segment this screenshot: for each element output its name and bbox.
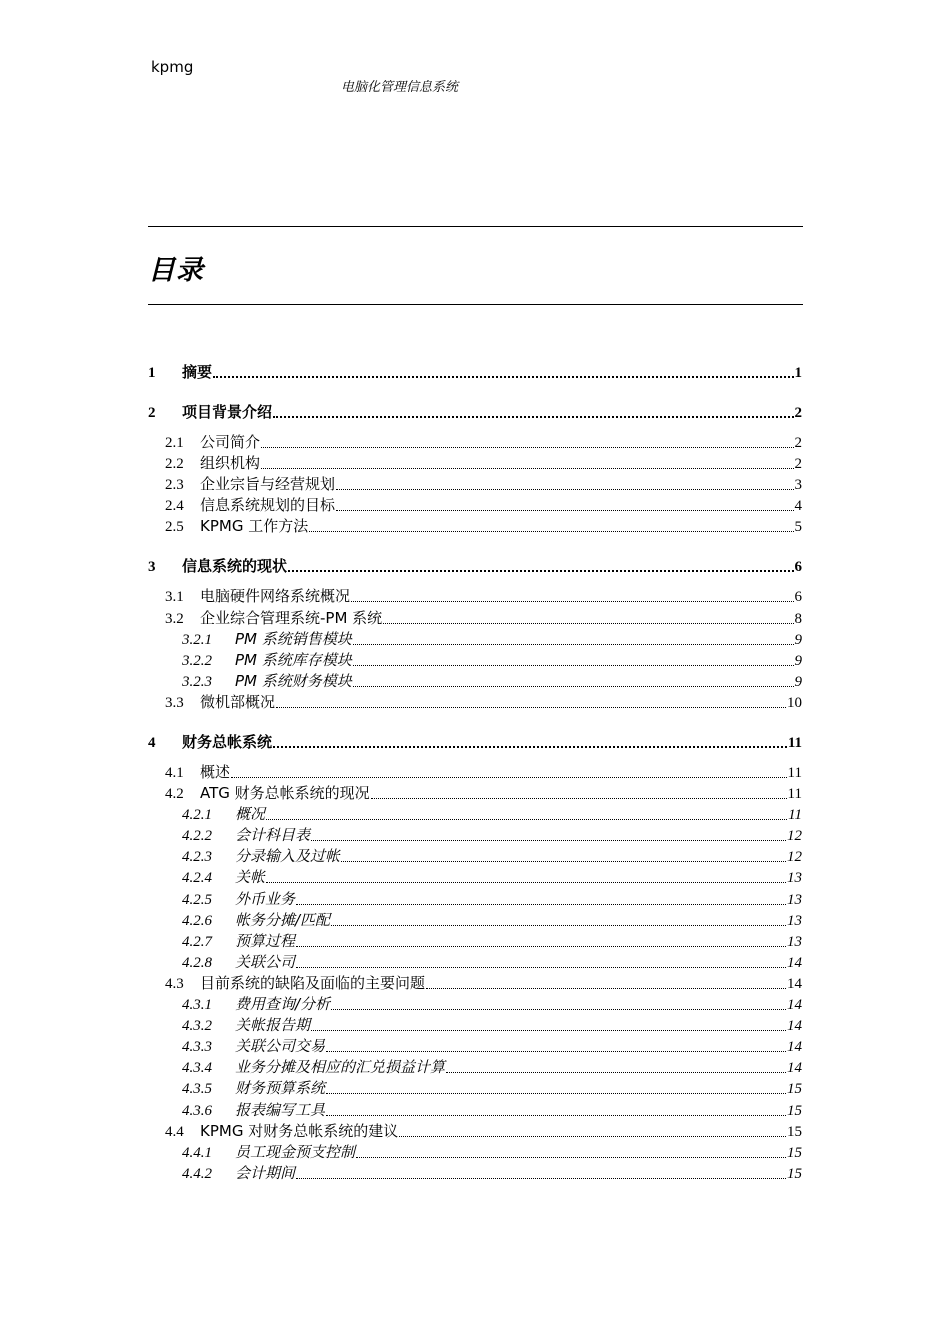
document-subtitle: 电脑化管理信息系统 xyxy=(341,80,459,95)
toc-entry-page: 13 xyxy=(787,913,802,929)
toc-entry[interactable] xyxy=(182,1078,802,1099)
toc-entry-number: 4.4.2 xyxy=(182,1166,212,1182)
toc-entry-title: 微机部概况 xyxy=(200,693,276,711)
toc-entry-number: 2.5 xyxy=(165,519,184,535)
toc-heading: 目录 xyxy=(148,255,204,286)
toc-entry-page: 13 xyxy=(787,870,802,886)
toc-entry-title: 项目背景介绍 xyxy=(182,403,273,421)
toc-entry-title: 摘要 xyxy=(182,363,213,381)
toc-entry-number: 4.2.4 xyxy=(182,870,212,886)
toc-entry-number: 2 xyxy=(148,405,156,421)
toc-entry-title: 业务分摊及相应的汇兑损益计算 xyxy=(235,1058,446,1076)
toc-entry-page: 14 xyxy=(787,1060,802,1076)
toc-dot-leader xyxy=(273,415,793,418)
toc-dot-leader xyxy=(341,860,786,862)
toc-entry-title: 企业宗旨与经营规划 xyxy=(200,475,336,493)
toc-entry-number: 4.4 xyxy=(165,1124,184,1140)
toc-entry-number: 4.2 xyxy=(165,786,184,802)
toc-entry-page: 6 xyxy=(794,589,802,605)
toc-entry[interactable] xyxy=(165,432,802,453)
toc-entry-number: 4.2.1 xyxy=(182,807,212,823)
toc-entry-number: 4.3.2 xyxy=(182,1018,212,1034)
toc-entry-page: 5 xyxy=(794,519,802,535)
toc-entry-title: 关联公司 xyxy=(235,953,296,971)
toc-entry-number: 4.3.6 xyxy=(182,1103,212,1119)
toc-dot-leader xyxy=(273,745,787,748)
toc-dot-leader xyxy=(266,818,787,820)
toc-entry-page: 15 xyxy=(787,1145,802,1161)
toc-entry-title: KPMG 工作方法 xyxy=(200,517,309,535)
toc-entry[interactable] xyxy=(182,1036,802,1057)
toc-entry-title: 目前系统的缺陷及面临的主要问题 xyxy=(200,974,426,992)
toc-entry[interactable] xyxy=(182,931,802,952)
toc-entry-page: 10 xyxy=(787,695,802,711)
toc-entry-page: 14 xyxy=(787,976,802,992)
toc-entry-title: 信息系统规划的目标 xyxy=(200,496,336,514)
toc-entry-page: 3 xyxy=(794,477,802,493)
toc-entry-title: 外币业务 xyxy=(235,890,296,908)
toc-entry-title: 费用查询/分析 xyxy=(235,995,331,1013)
toc-entry-title: 员工现金预支控制 xyxy=(235,1143,356,1161)
toc-entry[interactable] xyxy=(182,846,802,867)
toc-dot-leader xyxy=(261,446,793,448)
toc-entry[interactable] xyxy=(182,1163,802,1184)
toc-entry-number: 4.2.7 xyxy=(182,934,212,950)
toc-entry-title: 公司简介 xyxy=(200,433,261,451)
toc-entry-title: PM 系统销售模块 xyxy=(235,630,352,648)
toc-dot-leader xyxy=(276,706,786,708)
toc-entry-number: 2.1 xyxy=(165,435,184,451)
toc-entry[interactable] xyxy=(165,586,802,607)
toc-entry-title: 概述 xyxy=(200,763,231,781)
toc-entry[interactable] xyxy=(165,453,802,474)
toc-entry-page: 14 xyxy=(787,1018,802,1034)
toc-dot-leader xyxy=(311,1029,786,1031)
toc-entry-page: 2 xyxy=(794,435,802,451)
toc-entry-number: 3.2 xyxy=(165,611,184,627)
toc-entry-number: 4.2.3 xyxy=(182,849,212,865)
toc-entry[interactable] xyxy=(165,1121,802,1142)
toc-entry-page: 11 xyxy=(787,765,802,781)
toc-entry[interactable] xyxy=(182,952,802,973)
toc-entry[interactable] xyxy=(165,516,802,537)
toc-dot-leader xyxy=(353,664,794,666)
toc-entry[interactable] xyxy=(165,762,802,783)
toc-dot-leader xyxy=(231,776,787,778)
toc-dot-leader xyxy=(399,1135,786,1137)
toc-dot-leader xyxy=(326,1114,786,1116)
toc-entry-number: 3.2.2 xyxy=(182,653,212,669)
toc-entry-page: 15 xyxy=(787,1103,802,1119)
toc-dot-leader xyxy=(296,1177,786,1179)
toc-entry-title: 关帐 xyxy=(235,868,266,886)
toc-dot-leader xyxy=(336,488,793,490)
toc-entry[interactable] xyxy=(148,556,802,577)
toc-entry[interactable] xyxy=(165,692,802,713)
toc-dot-leader xyxy=(296,903,786,905)
toc-entry-number: 1 xyxy=(148,365,156,381)
toc-entry-title: 财务预算系统 xyxy=(235,1079,326,1097)
toc-entry-number: 3 xyxy=(148,559,156,575)
toc-dot-leader xyxy=(326,1050,786,1052)
toc-entry[interactable] xyxy=(182,1057,802,1078)
toc-entry-page: 11 xyxy=(787,735,802,751)
toc-entry-page: 15 xyxy=(787,1081,802,1097)
toc-entry-title: 报表编写工具 xyxy=(235,1101,326,1119)
toc-entry[interactable] xyxy=(148,732,802,753)
toc-entry-title: PM 系统财务模块 xyxy=(235,672,352,690)
toc-dot-leader xyxy=(356,1156,786,1158)
toc-entry-page: 9 xyxy=(794,674,802,690)
toc-entry[interactable] xyxy=(182,804,802,825)
toc-entry[interactable] xyxy=(165,783,802,804)
toc-entry[interactable] xyxy=(182,671,802,692)
toc-entry-number: 4.3.4 xyxy=(182,1060,212,1076)
toc-entry-number: 4.2.8 xyxy=(182,955,212,971)
toc-entry-page: 9 xyxy=(794,653,802,669)
toc-dot-leader xyxy=(351,600,793,602)
toc-entry-title: 帐务分摊/匹配 xyxy=(235,911,331,929)
toc-dot-leader xyxy=(353,685,794,687)
toc-entry-title: 关帐报告期 xyxy=(235,1016,311,1034)
toc-entry-page: 2 xyxy=(794,456,802,472)
toc-entry-title: 预算过程 xyxy=(235,932,296,950)
toc-entry-page: 11 xyxy=(788,807,802,823)
toc-entry-page: 14 xyxy=(787,1039,802,1055)
toc-entry[interactable] xyxy=(182,650,802,671)
toc-dot-leader xyxy=(446,1071,786,1073)
toc-entry-page: 14 xyxy=(787,955,802,971)
brand-name: kpmg xyxy=(151,58,194,76)
toc-entry[interactable] xyxy=(165,495,802,516)
toc-dot-leader xyxy=(426,987,786,989)
toc-entry-title: 电脑硬件网络系统概况 xyxy=(200,587,351,605)
toc-entry[interactable] xyxy=(165,608,802,629)
toc-entry[interactable] xyxy=(182,889,802,910)
toc-entry-page: 9 xyxy=(794,632,802,648)
toc-dot-leader xyxy=(383,622,793,624)
toc-dot-leader xyxy=(371,797,787,799)
toc-entry-page: 12 xyxy=(787,828,802,844)
toc-entry-number: 2.2 xyxy=(165,456,184,472)
toc-entry-number: 4.3 xyxy=(165,976,184,992)
toc-entry-number: 4.2.5 xyxy=(182,892,212,908)
toc-dot-leader xyxy=(296,966,786,968)
toc-entry[interactable] xyxy=(148,402,802,423)
toc-dot-leader xyxy=(213,375,793,378)
toc-entry-title: ATG 财务总帐系统的现况 xyxy=(200,784,370,802)
toc-entry-number: 4.3.1 xyxy=(182,997,212,1013)
toc-entry[interactable] xyxy=(148,362,802,383)
toc-entry-number: 4.2.2 xyxy=(182,828,212,844)
toc-entry-number: 3.2.3 xyxy=(182,674,212,690)
toc-entry-title: 信息系统的现状 xyxy=(182,557,288,575)
toc-entry-number: 4.2.6 xyxy=(182,913,212,929)
toc-dot-leader xyxy=(331,1008,786,1010)
toc-entry[interactable] xyxy=(182,1100,802,1121)
toc-entry-number: 3.1 xyxy=(165,589,184,605)
toc-dot-leader xyxy=(309,530,793,532)
toc-entry-page: 15 xyxy=(787,1124,802,1140)
toc-entry[interactable] xyxy=(182,825,802,846)
toc-entry[interactable] xyxy=(182,910,802,931)
toc-entry-page: 13 xyxy=(787,934,802,950)
toc-entry-page: 15 xyxy=(787,1166,802,1182)
toc-entry-title: 概况 xyxy=(235,805,266,823)
toc-dot-leader xyxy=(261,467,793,469)
toc-entry-number: 2.4 xyxy=(165,498,184,514)
toc-entry-number: 4.4.1 xyxy=(182,1145,212,1161)
toc-entry[interactable] xyxy=(182,1142,802,1163)
toc-entry-page: 6 xyxy=(794,559,802,575)
toc-entry-title: 财务总帐系统 xyxy=(182,733,273,751)
toc-entry-number: 2.3 xyxy=(165,477,184,493)
toc-dot-leader xyxy=(336,509,793,511)
toc-dot-leader xyxy=(331,924,786,926)
toc-dot-leader xyxy=(326,1092,786,1094)
toc-entry-title: 组织机构 xyxy=(200,454,261,472)
toc-entry-page: 8 xyxy=(794,611,802,627)
toc-entry-page: 14 xyxy=(787,997,802,1013)
toc-entry-page: 11 xyxy=(787,786,802,802)
toc-entry-title: 分录输入及过帐 xyxy=(235,847,341,865)
toc-dot-leader xyxy=(311,839,786,841)
toc-entry-number: 4 xyxy=(148,735,156,751)
toc-entry[interactable] xyxy=(182,867,802,888)
toc-entry-page: 4 xyxy=(794,498,802,514)
toc-entry-title: 会计期间 xyxy=(235,1164,296,1182)
toc-entry-title: 企业综合管理系统-PM 系统 xyxy=(200,609,383,627)
toc-entry[interactable] xyxy=(182,1015,802,1036)
toc-dot-leader xyxy=(353,643,794,645)
toc-entry-number: 4.3.3 xyxy=(182,1039,212,1055)
toc-dot-leader xyxy=(266,881,786,883)
toc-entry-title: 关联公司交易 xyxy=(235,1037,326,1055)
toc-entry-page: 12 xyxy=(787,849,802,865)
toc-entry-number: 3.3 xyxy=(165,695,184,711)
toc-dot-leader xyxy=(288,569,793,572)
toc-entry[interactable] xyxy=(182,629,802,650)
toc-entry-title: KPMG 对财务总帐系统的建议 xyxy=(200,1122,399,1140)
toc-entry-title: 会计科目表 xyxy=(235,826,311,844)
toc-entry-number: 4.1 xyxy=(165,765,184,781)
top-divider xyxy=(148,226,803,227)
toc-entry[interactable] xyxy=(182,994,802,1015)
toc-dot-leader xyxy=(296,945,786,947)
toc-entry[interactable] xyxy=(165,474,802,495)
toc-entry-page: 2 xyxy=(794,405,802,421)
toc-entry-number: 4.3.5 xyxy=(182,1081,212,1097)
toc-entry-page: 1 xyxy=(794,365,802,381)
toc-entry-title: PM 系统库存模块 xyxy=(235,651,352,669)
toc-entry-page: 13 xyxy=(787,892,802,908)
toc-entry-number: 3.2.1 xyxy=(182,632,212,648)
toc-entry[interactable] xyxy=(165,973,802,994)
bottom-divider xyxy=(148,304,803,305)
